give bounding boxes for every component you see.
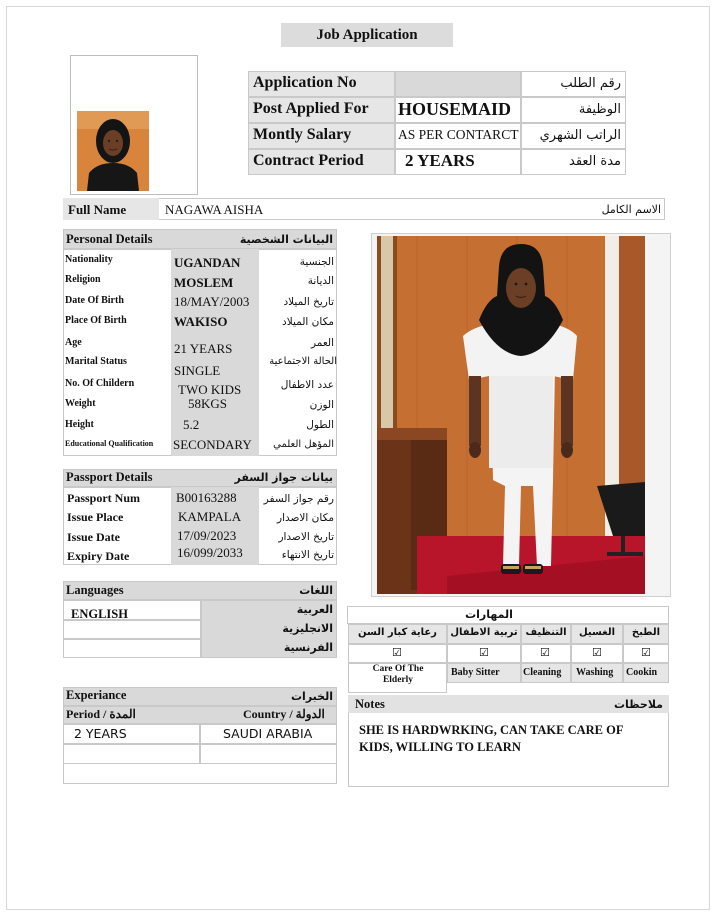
personal-row-label: Marital Status: [65, 356, 127, 367]
monthly-salary-value: AS PER CONTARCT: [398, 127, 519, 142]
applicant-full-body-photo: [377, 236, 645, 594]
personal-row-label: Place Of Birth: [65, 315, 127, 326]
personal-row-value: SINGLE: [174, 363, 221, 378]
notes-text-line1: SHE IS HARDWRKING, CAN TAKE CARE OF: [359, 723, 624, 737]
languages-value-cell: [63, 620, 201, 639]
application-no-value-cell: [395, 71, 521, 97]
skill-washing-ar: الغسيل: [578, 627, 615, 638]
application-no-label: Application No: [253, 74, 357, 91]
personal-row-label: Nationality: [65, 254, 113, 265]
personal-row-label: Weight: [65, 398, 96, 409]
languages-title-ar: اللغات: [299, 584, 333, 597]
passport-title-ar: بيانات جواز السفر: [234, 471, 333, 484]
personal-row-arabic: تاريخ الميلاد: [283, 296, 334, 308]
passport-title: Passport Details: [66, 470, 153, 484]
personal-row-value: MOSLEM: [174, 275, 234, 290]
contract-period-arabic: مدة العقد: [569, 154, 621, 169]
skill-babysitter-en: Baby Sitter: [451, 667, 500, 678]
personal-row-arabic: الديانة: [307, 275, 334, 287]
passport-row-value: 16/099/2033: [177, 545, 243, 560]
skill-washing-en: Washing: [576, 667, 614, 678]
monthly-salary-arabic: الراتب الشهري: [539, 128, 621, 143]
small-photo-frame: [70, 55, 198, 195]
full-name-value: NAGAWA AISHA: [165, 202, 264, 217]
full-name-label: Full Name: [68, 202, 127, 217]
skill-cleaning-checkbox[interactable]: ☑: [540, 646, 550, 659]
skill-cleaning-ar: التنظيف: [525, 627, 567, 638]
notes-title: Notes: [355, 697, 385, 711]
passport-row-arabic: تاريخ الانتهاء: [281, 549, 334, 561]
passport-row-label: Passport Num: [67, 491, 141, 505]
applicant-portrait-photo: [77, 111, 149, 191]
personal-row-value: 5.2: [183, 417, 200, 432]
skill-cleaning-en: Cleaning: [523, 667, 562, 678]
passport-row-value: KAMPALA: [178, 509, 242, 524]
language-arabic: العربية: [296, 603, 333, 616]
big-photo-frame: [371, 233, 671, 597]
passport-row-label: Issue Date: [67, 530, 120, 544]
personal-row-value: 21 YEARS: [174, 341, 233, 356]
personal-row-label: Height: [65, 419, 94, 430]
application-page: [6, 6, 710, 910]
skill-elderly-en: Care Of The Elderly: [372, 664, 424, 685]
skills-title-ar: المهارات: [465, 608, 513, 621]
contract-period-value: 2 YEARS: [405, 151, 475, 170]
passport-row-arabic: تاريخ الاصدار: [278, 531, 334, 543]
skill-elderly-ar: رعاية كبار السن: [358, 627, 437, 638]
skill-elderly-checkbox[interactable]: ☑: [392, 646, 402, 659]
experience-cell: [200, 744, 337, 764]
passport-row-arabic: رقم جواز السفر: [263, 493, 334, 505]
skill-cooking-ar: الطبخ: [631, 627, 661, 638]
personal-row-value: TWO KIDS: [178, 382, 242, 397]
experience-period: 2 YEARS: [74, 726, 127, 741]
experience-title-ar: الخبرات: [291, 690, 333, 703]
notes-text-line2: KIDS, WILLING TO LEARN: [359, 740, 521, 754]
page-title: Job Application: [281, 23, 453, 47]
personal-row-label: No. Of Childern: [65, 378, 135, 389]
skill-babysitter-checkbox[interactable]: ☑: [479, 646, 489, 659]
language-english: الانجليزية: [282, 622, 333, 635]
language-french: الفرنسية: [283, 641, 333, 654]
personal-row-label: Religion: [65, 274, 101, 285]
personal-title: Personal Details: [66, 232, 153, 246]
languages-value: ENGLISH: [71, 607, 128, 621]
personal-row-value: UGANDAN: [174, 255, 241, 270]
personal-row-arabic: الحالة الاجتماعية: [269, 356, 337, 367]
personal-row-label: Age: [65, 337, 82, 348]
experience-country: SAUDI ARABIA: [223, 726, 313, 741]
personal-row-arabic: العمر: [310, 337, 334, 349]
post-applied-arabic: الوظيفة: [578, 102, 621, 117]
personal-row-arabic: الجنسية: [299, 256, 334, 268]
personal-title-ar: البيانات الشخصية: [239, 233, 333, 246]
skill-washing-checkbox[interactable]: ☑: [592, 646, 602, 659]
passport-row-value: 17/09/2023: [177, 528, 237, 543]
languages-value-cell: [63, 639, 201, 658]
skill-cooking-en: Cookin: [626, 667, 658, 678]
personal-row-value: SECONDARY: [173, 437, 252, 452]
personal-row-arabic: الطول: [306, 419, 334, 431]
monthly-salary-label: Montly Salary: [253, 126, 352, 143]
personal-row-value: 18/MAY/2003: [174, 294, 250, 309]
post-applied-label: Post Applied For: [253, 100, 369, 117]
personal-row-arabic: عدد الاطفال: [280, 379, 334, 391]
passport-row-arabic: مكان الاصدار: [277, 512, 334, 524]
period-label: Period / المدة: [66, 707, 136, 721]
personal-row-label: Educational Qualification: [65, 439, 154, 448]
languages-title: Languages: [66, 583, 124, 597]
personal-row-label: Date Of Birth: [65, 295, 124, 306]
personal-row-value: WAKISO: [174, 314, 228, 329]
personal-row-arabic: المؤهل العلمي: [273, 439, 334, 450]
post-applied-value: HOUSEMAID: [398, 99, 512, 119]
personal-row-value: 58KGS: [188, 396, 228, 411]
personal-row-arabic: مكان الميلاد: [282, 316, 334, 328]
skill-babysitter-ar: تربية الاطفال: [450, 627, 518, 638]
passport-row-label: Issue Place: [67, 510, 124, 524]
passport-row-value: B00163288: [176, 490, 237, 505]
country-label: Country / الدولة: [243, 707, 325, 721]
experience-title: Experiance: [66, 688, 127, 702]
notes-title-ar: ملاحظات: [614, 698, 663, 711]
personal-row-arabic: الوزن: [309, 399, 334, 411]
contract-period-label: Contract Period: [253, 152, 364, 169]
skill-cooking-checkbox[interactable]: ☑: [641, 646, 651, 659]
passport-row-label: Expiry Date: [67, 549, 130, 563]
application-no-arabic: رقم الطلب: [560, 76, 621, 91]
experience-cell: [63, 744, 200, 764]
full-name-arabic: الاسم الكامل: [601, 203, 661, 216]
